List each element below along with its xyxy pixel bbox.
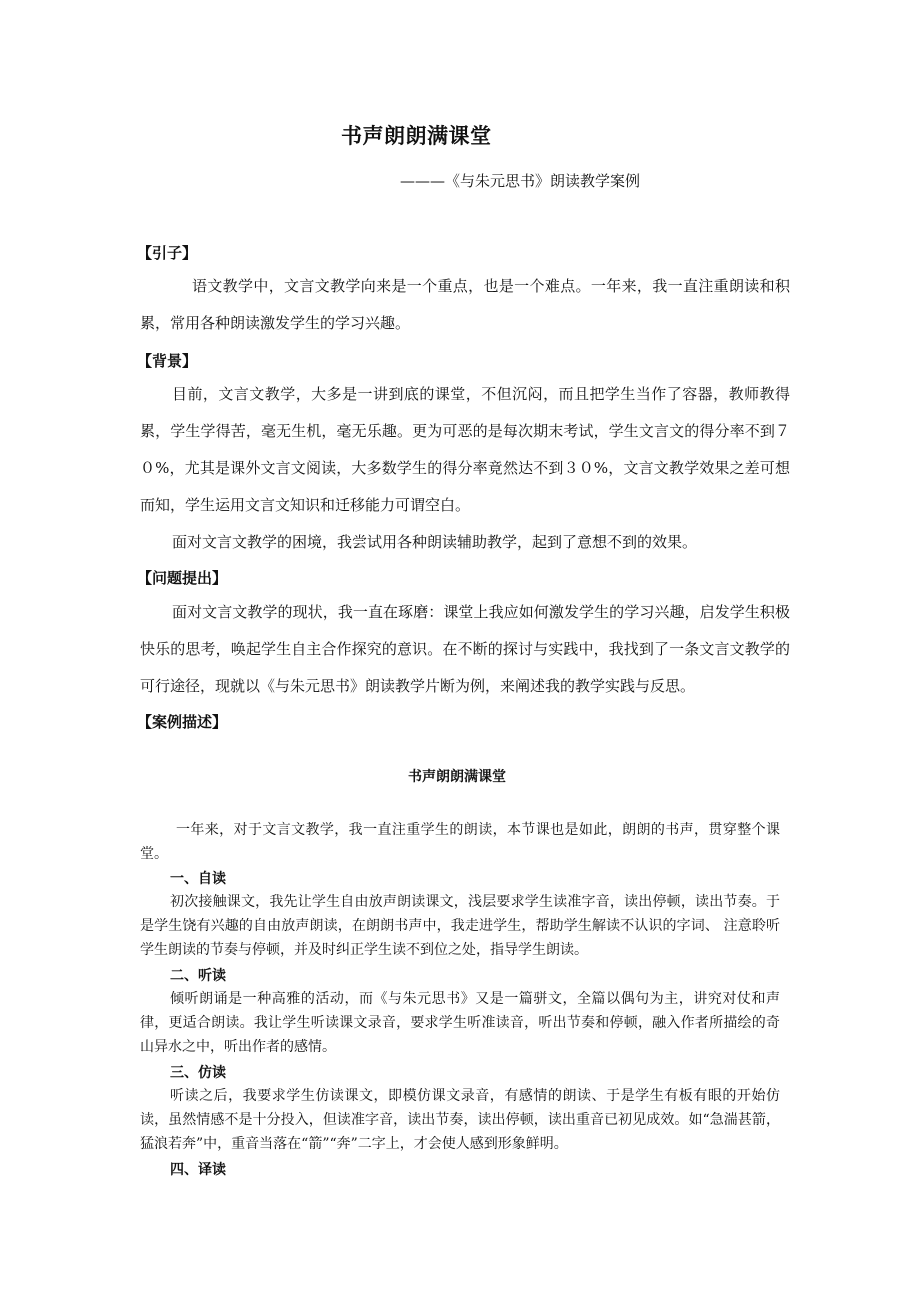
part-text-listening: 倾听朗诵是一种高雅的活动，而《与朱元思书》又是一篇骈文，全篇以偶句为主，讲究对仗和声律，更适合朗读。我让学生听读课文录音，要求学生听准读音，听出节奏和停顿，融入作者所描绘的奇山异水之中，听出作者的感情。 <box>140 991 780 1055</box>
problem-paragraph: 面对文言文教学的现状，我一直在琢磨：课堂上我应如何激发学生的学习兴趣，启发学生积极快乐的思考，唤起学生自主合作探究的意识。在不断的探讨与实践中，我找到了一条文言文教学的可行途径，现就以《与朱元思书》朗读教学片断为例，来阐述我的教学实践与反思。 <box>140 603 790 695</box>
section-heading-background: 【背景】 <box>137 352 198 370</box>
section-heading-intro: 【引子】 <box>137 244 198 262</box>
document-title: 书声朗朗满课堂 <box>341 124 492 148</box>
part-heading-translation: 四、译读 <box>170 1162 226 1178</box>
part-text-imitation: 听读之后，我要求学生仿读课文，即模仿课文录音，有感情的朗读、于是学生有板有眼的开始仿读，虽然情感不是十分投入，但读准字音，读出节奏，读出停顿，读出重音已初见成效。如“急湍甚箭，猛浪若奔”中，重音当落在“箭”“奔”二字上，才会使人感到形象鲜明。 <box>140 1088 780 1152</box>
document-subtitle: ———《与朱元思书》朗读教学案例 <box>400 172 641 190</box>
part-text-self-reading: 初次接触课文，我先让学生自由放声朗读课文，浅层要求学生读准字音，读出停顿，读出节奏。于是学生饶有兴趣的自由放声朗读，在朗朗书声中，我走进学生，帮助学生解读不认识的字词、 注意聆听学生朗读的节奏与停顿，并及时纠正学生读不到位之处，指导学生朗读。 <box>140 894 780 958</box>
section-heading-problem: 【问题提出】 <box>137 569 228 587</box>
intro-paragraph: 语文教学中，文言文教学向来是一个重点，也是一个难点。一年来，我一直注重朗读和积累，常用各种朗读激发学生的学习兴趣。 <box>140 277 790 332</box>
part-heading-listening: 二、听读 <box>170 968 226 984</box>
part-heading-self-reading: 一、自读 <box>170 871 226 887</box>
case-intro-paragraph: 一年来，对于文言文教学，我一直注重学生的朗读，本节课也是如此，朗朗的书声，贯穿整个课堂。 <box>140 822 780 862</box>
background-paragraph-2: 面对文言文教学的困境，我尝试用各种朗读辅助教学，起到了意想不到的效果。 <box>172 533 698 551</box>
case-title: 书声朗朗满课堂 <box>408 769 506 785</box>
background-paragraph-1: 目前，文言文教学，大多是一讲到底的课堂，不但沉闷，而且把学生当作了容器，教师教得累，学生学得苦，毫无生机，毫无乐趣。更为可恶的是每次期末考试，学生文言文的得分率不到７０%，尤其是课外文言文阅读，大多数学生的得分率竟然达不到３０%，文言文教学效果之差可想而知，学生运用文言文知识和迁移能力可谓空白。 <box>140 385 790 514</box>
section-heading-case: 【案例描述】 <box>137 713 228 731</box>
part-heading-imitation: 三、仿读 <box>170 1065 226 1081</box>
